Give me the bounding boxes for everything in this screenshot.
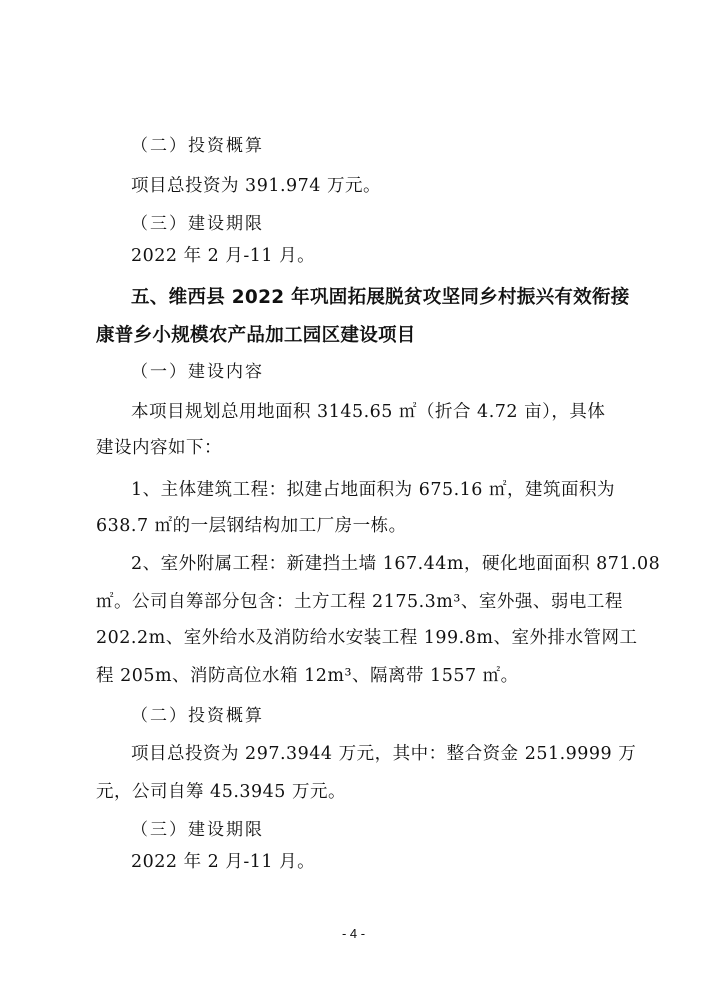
paragraph-outdoor-works-line-3: 202.2m、室外给水及消防给水安装工程 199.8m、室外排水管网工 [96, 628, 638, 648]
paragraph-site-area-line-1: 本项目规划总用地面积 3145.65 ㎡（折合 4.72 亩），具体 [131, 402, 606, 422]
section-title-line-2: 康普乡小规模农产品加工园区建设项目 [96, 325, 416, 346]
paragraph-investment-line-2: 元，公司自筹 45.3945 万元。 [96, 782, 346, 802]
heading-construction-content: （一）建设内容 [131, 362, 264, 382]
heading-construction-period-2: （三）建设期限 [131, 820, 264, 840]
section-title-line-1: 五、维西县 2022 年巩固拓展脱贫攻坚同乡村振兴有效衔接 [131, 287, 630, 308]
paragraph-outdoor-works-line-2: ㎡。公司自筹部分包含：土方工程 2175.3m³、室外强、弱电工程 [96, 592, 623, 612]
paragraph-outdoor-works-line-1: 2、室外附属工程：新建挡土墙 167.44m，硬化地面面积 871.08 [131, 554, 661, 574]
heading-investment-estimate-2: （二）投资概算 [131, 706, 264, 726]
heading-investment-estimate: （二）投资概算 [131, 136, 264, 156]
paragraph-construction-period: 2022 年 2 月-11 月。 [131, 246, 316, 266]
paragraph-main-building-line-2: 638.7 ㎡的一层钢结构加工厂房一栋。 [96, 516, 407, 536]
paragraph-investment-line-1: 项目总投资为 297.3944 万元，其中：整合资金 251.9999 万 [131, 744, 637, 764]
paragraph-construction-period-2: 2022 年 2 月-11 月。 [131, 852, 316, 872]
paragraph-main-building-line-1: 1、主体建筑工程：拟建占地面积为 675.16 ㎡，建筑面积为 [131, 480, 615, 500]
paragraph-total-investment: 项目总投资为 391.974 万元。 [131, 176, 381, 196]
paragraph-outdoor-works-line-4: 程 205m、消防高位水箱 12m³、隔离带 1557 ㎡。 [96, 666, 519, 686]
page-number: - 4 - [341, 926, 366, 941]
paragraph-site-area-line-2: 建设内容如下： [96, 438, 222, 458]
heading-construction-period: （三）建设期限 [131, 214, 264, 234]
